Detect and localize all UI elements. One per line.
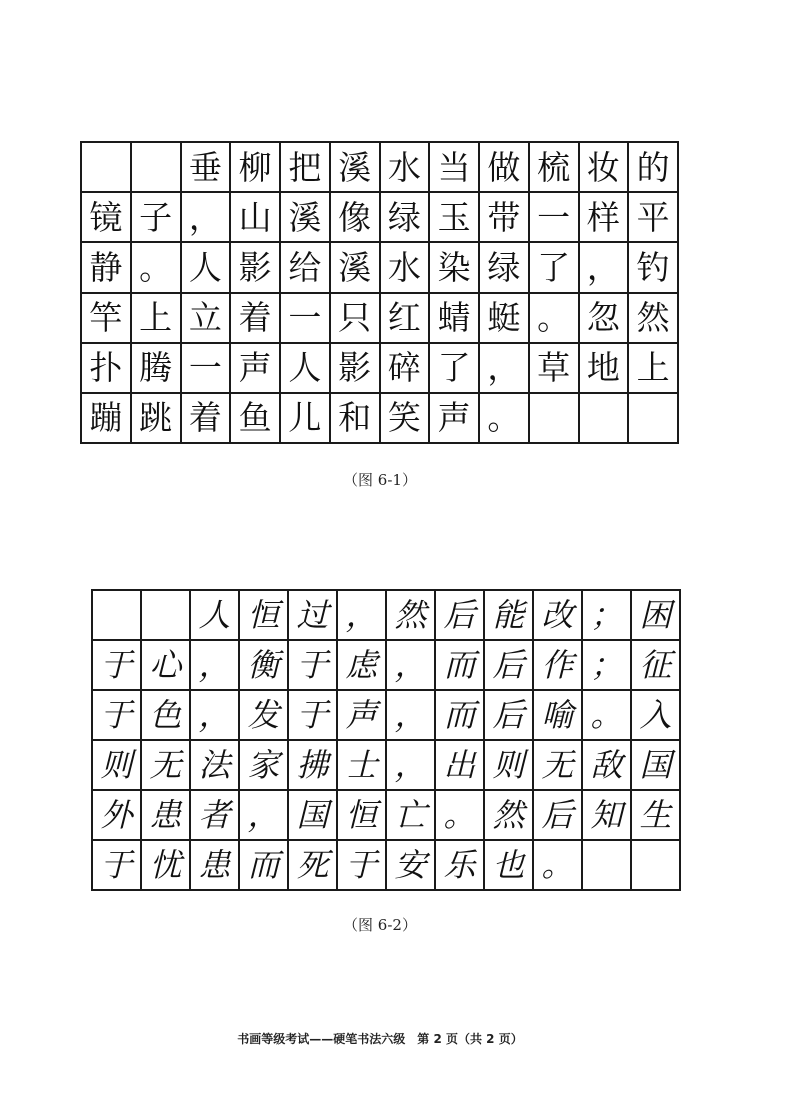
grid-cell: 立 [182, 294, 232, 344]
grid-cell: 国 [632, 741, 681, 791]
grid-cell: 碎 [381, 344, 431, 394]
grid-cell: 恒 [338, 791, 387, 841]
grid-cell: 当 [430, 143, 480, 193]
grid-cell: 儿 [281, 394, 331, 444]
figure-caption-6-1: （图 6-1） [343, 471, 417, 489]
grid-cell: 水 [381, 243, 431, 293]
grid-cell: 过 [289, 591, 338, 641]
grid-cell: 而 [240, 841, 289, 891]
grid-cell: 静 [82, 243, 132, 293]
grid-cell: 死 [289, 841, 338, 891]
grid-cell: 于 [93, 691, 142, 741]
grid-cell [530, 394, 580, 444]
grid-cell: 然 [629, 294, 679, 344]
grid-cell: 生 [632, 791, 681, 841]
grid-cell: 蜻 [430, 294, 480, 344]
grid-cell: 人 [191, 591, 240, 641]
grid-cell: 外 [93, 791, 142, 841]
grid-cell: ， [191, 641, 240, 691]
grid-cell: 草 [530, 344, 580, 394]
grid-cell: 乐 [436, 841, 485, 891]
grid-cell: 竿 [82, 294, 132, 344]
grid-cell: 困 [632, 591, 681, 641]
grid-cell: 法 [191, 741, 240, 791]
grid-cell: 梳 [530, 143, 580, 193]
grid-cell: 则 [93, 741, 142, 791]
grid-cell: 虑 [338, 641, 387, 691]
grid-cell: 一 [530, 193, 580, 243]
grid-cell: 上 [132, 294, 182, 344]
handwriting-grid-regular-script [80, 141, 679, 444]
grid-cell: 一 [182, 344, 232, 394]
grid-cell: ， [240, 791, 289, 841]
grid-cell: 的 [629, 143, 679, 193]
grid-cell: 人 [182, 243, 232, 293]
grid-cell: 于 [93, 841, 142, 891]
grid-cell: 心 [142, 641, 191, 691]
grid-cell: 忧 [142, 841, 191, 891]
grid-cell: 带 [480, 193, 530, 243]
grid-cell: 后 [436, 591, 485, 641]
grid-cell: 声 [231, 344, 281, 394]
grid-cell [142, 591, 191, 641]
grid-cell: 发 [240, 691, 289, 741]
grid-cell: 影 [331, 344, 381, 394]
grid-cell: 而 [436, 691, 485, 741]
grid-cell: 笑 [381, 394, 431, 444]
grid-cell: 着 [231, 294, 281, 344]
grid-cell: 国 [289, 791, 338, 841]
grid-cell: 影 [231, 243, 281, 293]
grid-cell: 水 [381, 143, 431, 193]
grid-cell: 山 [231, 193, 281, 243]
grid-cell: 恒 [240, 591, 289, 641]
grid-cell: 平 [629, 193, 679, 243]
handwriting-grid-running-script [91, 589, 681, 891]
grid-cell: 子 [132, 193, 182, 243]
grid-cell: 只 [331, 294, 381, 344]
grid-cell: 声 [338, 691, 387, 741]
grid-cell: 者 [191, 791, 240, 841]
page-footer: 书画等级考试——硬笔书法六级 第 2 页（共 2 页） [237, 1032, 523, 1046]
grid-cell: 出 [436, 741, 485, 791]
grid-cell: 柳 [231, 143, 281, 193]
grid-cell [580, 394, 630, 444]
grid-cell: 玉 [430, 193, 480, 243]
grid-cell: 溪 [281, 193, 331, 243]
grid-cell: 。 [583, 691, 632, 741]
grid-cell: 和 [331, 394, 381, 444]
grid-cell: ； [583, 641, 632, 691]
grid-cell: 声 [430, 394, 480, 444]
grid-cell: 。 [530, 294, 580, 344]
grid-cell: ， [480, 344, 530, 394]
grid-cell: 上 [629, 344, 679, 394]
grid-cell: 征 [632, 641, 681, 691]
grid-cell: 士 [338, 741, 387, 791]
grid-cell: 一 [281, 294, 331, 344]
grid-cell: 无 [142, 741, 191, 791]
grid-cell: 蹦 [82, 394, 132, 444]
grid-cell: 家 [240, 741, 289, 791]
grid-cell: 人 [281, 344, 331, 394]
grid-cell: 后 [534, 791, 583, 841]
grid-cell: 给 [281, 243, 331, 293]
grid-cell: ， [580, 243, 630, 293]
grid-cell: 扑 [82, 344, 132, 394]
grid-cell [629, 394, 679, 444]
grid-cell [632, 841, 681, 891]
grid-cell: 则 [485, 741, 534, 791]
grid-cell: 样 [580, 193, 630, 243]
grid-cell: 绿 [480, 243, 530, 293]
grid-cell: 也 [485, 841, 534, 891]
grid-cell [132, 143, 182, 193]
grid-cell: 绿 [381, 193, 431, 243]
grid-cell: 鱼 [231, 394, 281, 444]
grid-cell: 然 [387, 591, 436, 641]
grid-cell [82, 143, 132, 193]
grid-cell: 红 [381, 294, 431, 344]
grid-cell: 腾 [132, 344, 182, 394]
grid-cell: 像 [331, 193, 381, 243]
grid-cell: 敌 [583, 741, 632, 791]
grid-cell: 垂 [182, 143, 232, 193]
grid-cell: ， [182, 193, 232, 243]
grid-cell: ， [387, 741, 436, 791]
grid-cell: 衡 [240, 641, 289, 691]
grid-cell: 拂 [289, 741, 338, 791]
grid-cell: ， [191, 691, 240, 741]
grid-cell: 。 [534, 841, 583, 891]
grid-cell: 做 [480, 143, 530, 193]
grid-cell: 溪 [331, 143, 381, 193]
grid-cell: 于 [93, 641, 142, 691]
grid-cell: 蜓 [480, 294, 530, 344]
grid-cell: 忽 [580, 294, 630, 344]
grid-cell: 后 [485, 691, 534, 741]
grid-cell: ， [338, 591, 387, 641]
grid-cell: ， [387, 691, 436, 741]
grid-cell: 改 [534, 591, 583, 641]
grid-cell: 。 [480, 394, 530, 444]
grid-cell: 亡 [387, 791, 436, 841]
grid-cell: 了 [530, 243, 580, 293]
grid-cell: 了 [430, 344, 480, 394]
grid-cell: 患 [142, 791, 191, 841]
grid-cell: 患 [191, 841, 240, 891]
grid-cell: 妆 [580, 143, 630, 193]
grid-cell: 把 [281, 143, 331, 193]
grid-cell: 。 [132, 243, 182, 293]
grid-cell: 地 [580, 344, 630, 394]
grid-cell: 入 [632, 691, 681, 741]
grid-cell: 钓 [629, 243, 679, 293]
grid-cell: 着 [182, 394, 232, 444]
grid-cell: 溪 [331, 243, 381, 293]
grid-cell: 能 [485, 591, 534, 641]
grid-cell: 于 [338, 841, 387, 891]
grid-cell: ， [387, 641, 436, 691]
figure-caption-6-2: （图 6-2） [343, 916, 417, 934]
grid-cell: 作 [534, 641, 583, 691]
grid-cell [93, 591, 142, 641]
grid-cell: 喻 [534, 691, 583, 741]
grid-cell: 染 [430, 243, 480, 293]
grid-cell: 后 [485, 641, 534, 691]
grid-cell [583, 841, 632, 891]
grid-cell: 跳 [132, 394, 182, 444]
grid-cell: 安 [387, 841, 436, 891]
grid-cell: 镜 [82, 193, 132, 243]
grid-cell: 于 [289, 641, 338, 691]
grid-cell: 而 [436, 641, 485, 691]
grid-cell: 。 [436, 791, 485, 841]
grid-cell: 于 [289, 691, 338, 741]
grid-cell: 色 [142, 691, 191, 741]
grid-cell: 知 [583, 791, 632, 841]
grid-cell: 无 [534, 741, 583, 791]
grid-cell: ； [583, 591, 632, 641]
grid-cell: 然 [485, 791, 534, 841]
